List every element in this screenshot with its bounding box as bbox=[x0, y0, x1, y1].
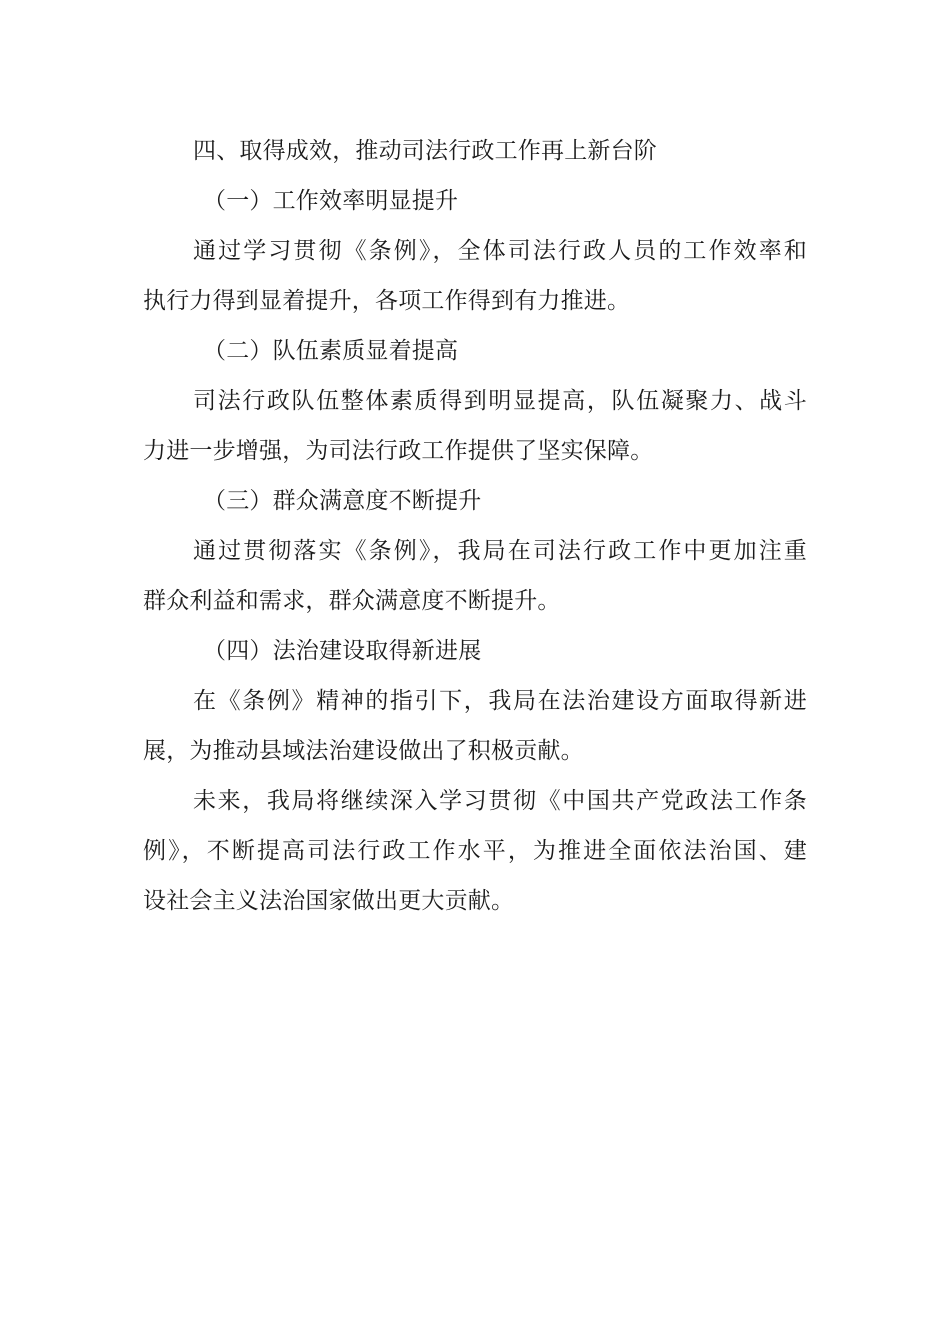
subsection-heading-4: （四）法治建设取得新进展 bbox=[203, 638, 482, 664]
closing-paragraph-line: 例》，不断提高司法行政工作水平，为推进全面依法治国、建 bbox=[143, 838, 807, 864]
paragraph-line: 执行力得到显着提升，各项工作得到有力推进。 bbox=[143, 288, 631, 314]
paragraph-line: 力进一步增强，为司法行政工作提供了坚实保障。 bbox=[143, 438, 654, 464]
section-title: 四、取得成效，推动司法行政工作再上新台阶 bbox=[193, 138, 657, 164]
paragraph-line: 通过贯彻落实《条例》，我局在司法行政工作中更加注重 bbox=[193, 538, 807, 564]
closing-paragraph-line: 设社会主义法治国家做出更大贡献。 bbox=[143, 888, 515, 914]
subsection-heading-3: （三）群众满意度不断提升 bbox=[203, 488, 482, 514]
paragraph-line: 在《条例》精神的指引下，我局在法治建设方面取得新进 bbox=[193, 688, 807, 714]
subsection-heading-2: （二）队伍素质显着提高 bbox=[203, 338, 459, 364]
document-body bbox=[143, 126, 807, 926]
paragraph-line: 群众利益和需求，群众满意度不断提升。 bbox=[143, 588, 561, 614]
subsection-heading-1: （一）工作效率明显提升 bbox=[203, 188, 459, 214]
closing-paragraph-line: 未来，我局将继续深入学习贯彻《中国共产党政法工作条 bbox=[193, 788, 807, 814]
paragraph-line: 司法行政队伍整体素质得到明显提高，队伍凝聚力、战斗 bbox=[193, 388, 807, 414]
paragraph-line: 展，为推动县域法治建设做出了积极贡献。 bbox=[143, 738, 584, 764]
paragraph-line: 通过学习贯彻《条例》，全体司法行政人员的工作效率和 bbox=[193, 238, 807, 264]
